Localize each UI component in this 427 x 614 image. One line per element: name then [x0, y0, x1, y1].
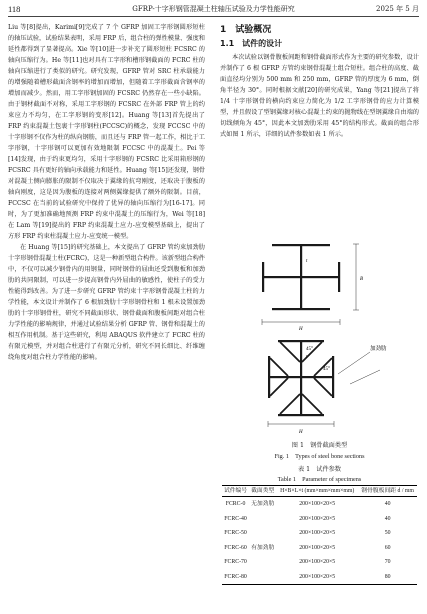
table-cell: FCRC-70: [224, 559, 247, 565]
right-column: [220, 52, 419, 140]
table-cell: 70: [384, 559, 391, 565]
table-cell: FCRC-80: [222, 570, 249, 585]
table-cell: 200×100×20×5: [299, 544, 336, 551]
header-rule: [8, 16, 419, 17]
dim-label: H: [299, 430, 303, 435]
table-cell: 50: [384, 530, 391, 536]
journal-title: GFRP-十字形钢管混凝土柱轴压试验及力学性能研究: [132, 5, 295, 13]
dim-label: t: [306, 259, 308, 264]
dim-label: 45°: [306, 347, 313, 352]
table-cell: 无加劲肋: [251, 501, 275, 507]
table-header-row: [222, 486, 417, 497]
cross-section-stiffened: [268, 340, 334, 416]
table-cell: 200×100×20×5: [299, 501, 336, 507]
section-heading: 1 试验概况: [220, 25, 272, 35]
table-caption-en: Table 1 Parameter of specimens: [277, 476, 362, 483]
table-cell: [249, 512, 276, 527]
table-cell: 40: [384, 515, 391, 522]
table-cell: FCRC-40: [224, 515, 247, 522]
body-paragraph: Liu 等[8]提出，Karimi[9]完成了 7 个 GFRP 加固工字形钢圆形短柱的轴压试验，试验结果表明，采用 FRP 后，组合柱的弹性模量、强度和延性都得到了显著提高。Xie 等[10]进一步补充了圆形短柱 FCSRC 的轴向压缩行为。He 等[11]也对具有工字形和槽形钢截面的 FCRC 柱的轴向压缩进行了类似的研究。研究发现，GFRP 管对 SRC 柱承载能力的增强随着槽形截面含钢率的增加而增加，但随着工字形截面含钢率的增加而减少。然而，用工字形钢加固的 FCSRC 仍然存在一些小缺陷。由于钢材截面不对称，采用工字形钢的 FCSRC 在外部 FRP 管上的约束应力不均匀，在工字形钢的变形[12]。Huang 等[13]首先提出了 FRP 约束混凝土包裹十字形钢柱(FCCSC)的概念，发现 FCCSC 中的十字形钢不仅作为柱的纵向钢筋，而且还与 FRP 管一起工作，相比于工字形钢，十字形钢可以更加有效地限制 FCCSC 中的混凝土。Pei 等[14]发现，由于约束更均匀，采用十字形钢的 FCSRC 比采用箱形钢的 FCSRC 具有更好的轴向承载能力和延性。Huang 等[15]还发现，钢骨对混凝土侧向膨胀的限制不仅取决于翼缘的抗弯刚度，还取决于腹板的轴向刚度，这是因为腹板的连接对两侧翼缘提供了额外的限制。目前，FCCSC 在当前的试验研究中保持了优异的轴向压缩行为[16-17]。同时，为了更加准确地预测 FRP 约束中混凝土的压缩行为，Wei 等[18]在 Lam 等[19]提出的 FRP 约束混凝土应力-应变模型基础上，提出了方形 FRP 约束柱混凝土应力-应变统一模型。: [8, 24, 205, 240]
body-paragraph: 在 Huang 等[15]的研究基础上，本文提出了 GFRP 管约束加劲肋十字形钢骨混凝土柱(FCRC)，这是一种新型组合构件。该新型组合构件中，不仅可以减少钢骨内的用钢量，同时钢骨的屈曲还受到腹板和加劲肋的共同限制，可以进一步提高钢骨内外屈曲的敏感性，使柱子的受力性能得到改善。为了进一步研究 GFRP 管约束十字形钢骨混凝土柱的力学性能，本文设计并制作了 6 根加劲肋十字形钢骨柱和 1 根未设置加劲肋的十字形钢骨柱，研究不同截面形状、钢骨截面和腹板间距对组合柱力学性能的影响规律，并通过试验结果分析 GFRP 管、钢骨和混凝土的相互作用机制。基于这些研究，利用 ABAQUS 软件建立了 FCRC 柱的有限元模型，并对组合柱进行了有限元分析，研究不同长细比、纤维缠绕角度对组合柱力学性能的影响。: [8, 244, 205, 361]
table-cell: [249, 526, 276, 541]
table-row: [222, 526, 417, 541]
table-cell: 60: [384, 544, 391, 551]
table-cell: [249, 570, 276, 585]
page-number: 118: [8, 4, 21, 14]
table-cell: 200×100×20×5: [299, 559, 336, 565]
table-cell: 40: [384, 501, 391, 507]
table-header: 钢骨腹板间距 d / mm: [358, 486, 417, 497]
table-row: [222, 497, 417, 512]
table-cell: FCRC-0: [225, 501, 246, 507]
left-column: [8, 22, 205, 363]
table-cell: FCRC-60: [224, 544, 247, 551]
table-header: 试件编号: [222, 486, 249, 497]
table-row: [222, 555, 417, 570]
table-cell: [249, 555, 276, 570]
table-cell: 有加劲肋: [251, 544, 275, 551]
table-cell: 80: [358, 570, 417, 585]
figure-caption-en: Fig. 1 Types of steel bone sections: [274, 453, 365, 460]
table-cell: 200×100×20×5: [299, 530, 336, 536]
steel-section-figure: [220, 240, 419, 436]
table-caption: 表 1 试件参数: [297, 466, 342, 473]
cross-section-plain: [262, 244, 340, 310]
table-row: [222, 570, 417, 585]
issue-date: 2025 年 5 月: [376, 5, 419, 13]
stiffener-label: 加劲肋: [370, 346, 387, 352]
dim-label: B: [360, 277, 364, 282]
figure-caption: 图 1 钢骨截面类型: [291, 442, 348, 449]
body-paragraph: 本次试验以钢骨腹板间距和钢骨截面形式作为主要的研究参数，设计并制作了 6 根 GFRP 方管约束钢骨混凝土组合短柱。组合柱的高度、截面直径均分别为 500 mm 和 250 mm，GFRP 管的厚度为 6 mm，倒角半径为 30°。同时根据文献[20]的研究成果，Yang 等[21]提出了将 1/4 十字形钢骨的横向约束应力简化为 1/2 工字形钢骨的应力计算模型，并且假设了型钢翼缘对核心混凝土约束的抛物线在型钢翼缘自由端的切线倾角为 45°，因此本文加劲肋采用 45°的结构形式。截面的组合形式如图 1 所示，详细的试件参数如表 1 所示。: [220, 54, 419, 138]
table-cell: FCRC-50: [224, 530, 247, 536]
table-header: 截面类型: [249, 486, 276, 497]
specimen-table: [222, 485, 417, 585]
subsection-heading: 1.1 试件的设计: [220, 39, 283, 48]
dim-label: 45°: [323, 367, 330, 372]
table-cell: 200×100×20×5: [299, 515, 336, 522]
table-row: [222, 541, 417, 556]
dim-label: t: [306, 355, 308, 360]
table-cell: 200×100×20×5: [276, 570, 358, 585]
table-header: H×B×L×t (mm×mm×mm×mm): [276, 486, 358, 497]
table-row: [222, 512, 417, 527]
dim-label: H: [299, 327, 303, 332]
